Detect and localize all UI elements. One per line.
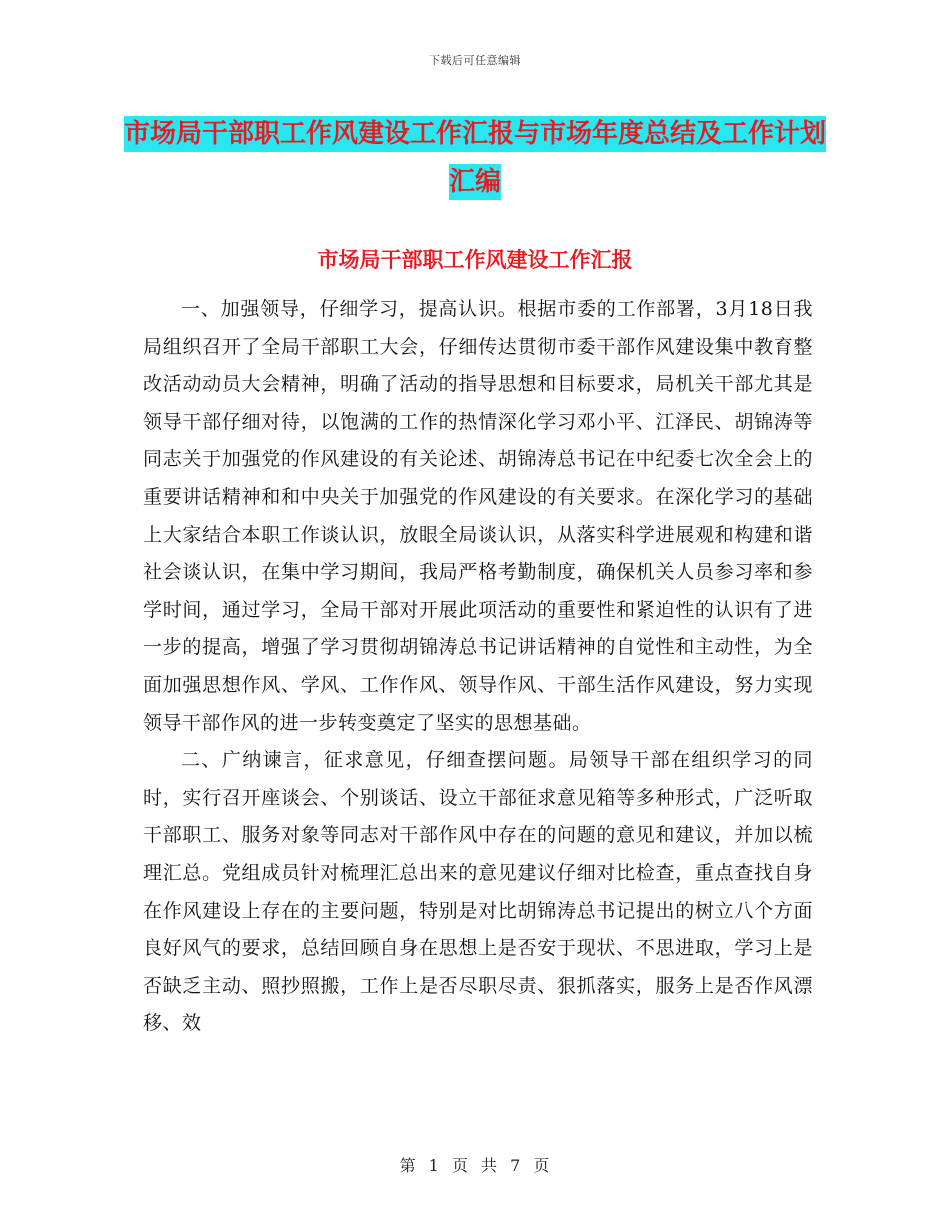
paragraph-2: 二、广纳谏言，征求意见，仔细查摆问题。局领导干部在组织学习的同时，实行召开座谈会、个别谈话、设立干部征求意见箱等多种形式，广泛听取干部职工、服务对象等同志对干部作风中存在的问题的意见和建议，并加以梳理汇总。党组成员针对梳理汇总出来的意见建议仔细对比检查，重点查找自身在作风建设上存在的主要问题，特别是对比胡锦涛总书记提出的树立八个方面良好风气的要求，总结回顾自身在思想上是否安于现状、不思进取，学习上是否缺乏主动、照抄照搬，工作上是否尽职尽责、狠抓落实，服务上是否作风漂移、效	[143, 749, 813, 1035]
header-note: 下载后可任意编辑	[429, 54, 521, 67]
document-title	[120, 110, 830, 206]
paragraph-1: 一、加强领导，仔细学习，提高认识。根据市委的工作部署，3月18日我局组织召开了全局干部职工大会，仔细传达贯彻市委干部作风建设集中教育整改活动动员大会精神，明确了活动的指导思想和目标要求，局机关干部尤其是领导干部仔细对待，以饱满的工作的热情深化学习邓小平、江泽民、胡锦涛等同志关于加强党的作风建设的有关论述、胡锦涛总书记在中纪委七次全会上的重要讲话精神和和中央关于加强党的作风建设的有关要求。在深化学习的基础上大家结合本职工作谈认识，放眼全局谈认识，从落实科学进展观和构建和谐社会谈认识，在集中学习期间，我局严格考勤制度，确保机关人员参习率和参学时间，通过学习，全局干部对开展此项活动的重要性和紧迫性的认识有了进一步的提高，增强了学习贯彻胡锦涛总书记讲话精神的自觉性和主动性，为全面加强思想作风、学风、工作作风、领导作风、干部生活作风建设，努力实现领导干部作风的进一步转变奠定了坚实的思想基础。	[143, 298, 813, 734]
document-title-text: 市场局干部职工作风建设工作汇报与市场年度总结及工作计划汇编	[124, 116, 826, 200]
section-title: 市场局干部职工作风建设工作汇报	[317, 247, 633, 272]
body-text	[143, 291, 813, 1043]
page-number-footer: 第 1 页 共 7 页	[399, 1156, 551, 1175]
